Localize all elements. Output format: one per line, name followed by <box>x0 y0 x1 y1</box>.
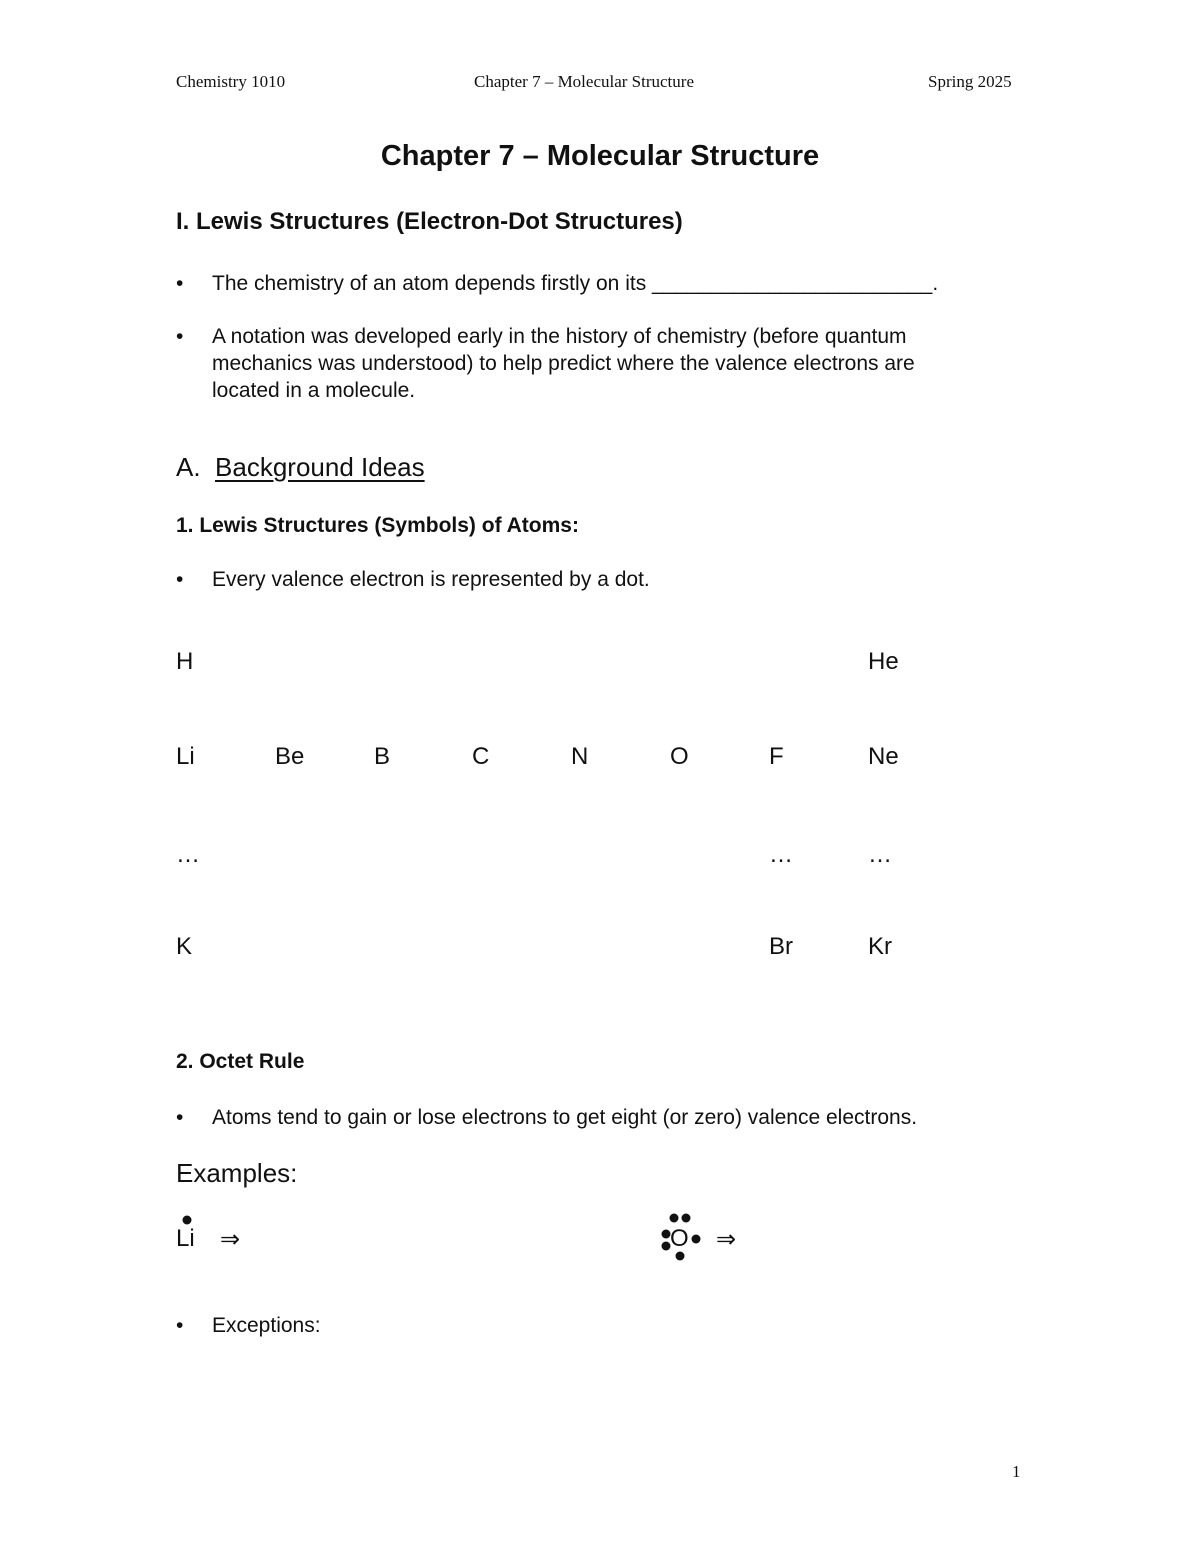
section-heading-lewis: I. Lewis Structures (Electron-Dot Structures) <box>176 208 683 235</box>
header-course: Chemistry 1010 <box>176 72 286 91</box>
bullet-text: Atoms tend to gain or lose electrons to get eight (or zero) valence electrons. <box>212 1106 918 1129</box>
bullet-text: The chemistry of an atom depends firstly on its ________________________. <box>212 272 939 295</box>
bullet-text-line: A notation was developed early in the history of chemistry (before quantum <box>212 325 907 348</box>
bullet-icon: • <box>176 1106 184 1129</box>
bullet-text-line: mechanics was understood) to help predict where the valence electrons are <box>212 352 915 375</box>
bullet-icon: • <box>176 325 184 348</box>
subsection-heading-lewis-symbols: 1. Lewis Structures (Symbols) of Atoms: <box>176 514 579 537</box>
ellipsis: … <box>176 841 200 868</box>
element-symbol: N <box>571 743 589 770</box>
element-symbol: B <box>374 743 391 770</box>
ellipsis: … <box>769 841 793 868</box>
arrow-icon: ⇒ <box>220 1226 241 1253</box>
element-symbol: F <box>769 743 784 770</box>
section-letter: A. <box>176 452 201 482</box>
bullet-icon: • <box>176 1314 184 1337</box>
arrow-icon: ⇒ <box>716 1226 737 1253</box>
element-symbol: Be <box>275 743 305 770</box>
bullet-icon: • <box>176 568 184 591</box>
header-chapter: Chapter 7 – Molecular Structure <box>474 72 694 91</box>
element-symbol: He <box>868 648 899 675</box>
element-symbol: Li <box>176 1225 195 1252</box>
element-symbol: Kr <box>868 933 892 960</box>
element-symbol: Ne <box>868 743 899 770</box>
section-title: Background Ideas <box>215 452 425 482</box>
bullet-icon: • <box>176 272 184 295</box>
examples-label: Examples: <box>176 1158 298 1188</box>
bullet-text: Every valence electron is represented by a dot. <box>212 568 650 591</box>
element-symbol: K <box>176 933 193 960</box>
element-symbol: C <box>472 743 490 770</box>
element-symbol: O <box>670 1225 689 1252</box>
page-number: 1 <box>1012 1462 1021 1481</box>
bullet-text: Exceptions: <box>212 1314 321 1337</box>
header-term: Spring 2025 <box>928 72 1012 91</box>
element-symbol: O <box>670 743 689 770</box>
element-symbol: H <box>176 648 194 675</box>
subsection-heading-octet-rule: 2. Octet Rule <box>176 1050 305 1073</box>
ellipsis: … <box>868 841 892 868</box>
bullet-text-line: located in a molecule. <box>212 379 416 402</box>
element-symbol: Li <box>176 743 195 770</box>
page-title: Chapter 7 – Molecular Structure <box>380 140 820 172</box>
section-heading-background <box>176 452 425 483</box>
element-symbol: Br <box>769 933 793 960</box>
